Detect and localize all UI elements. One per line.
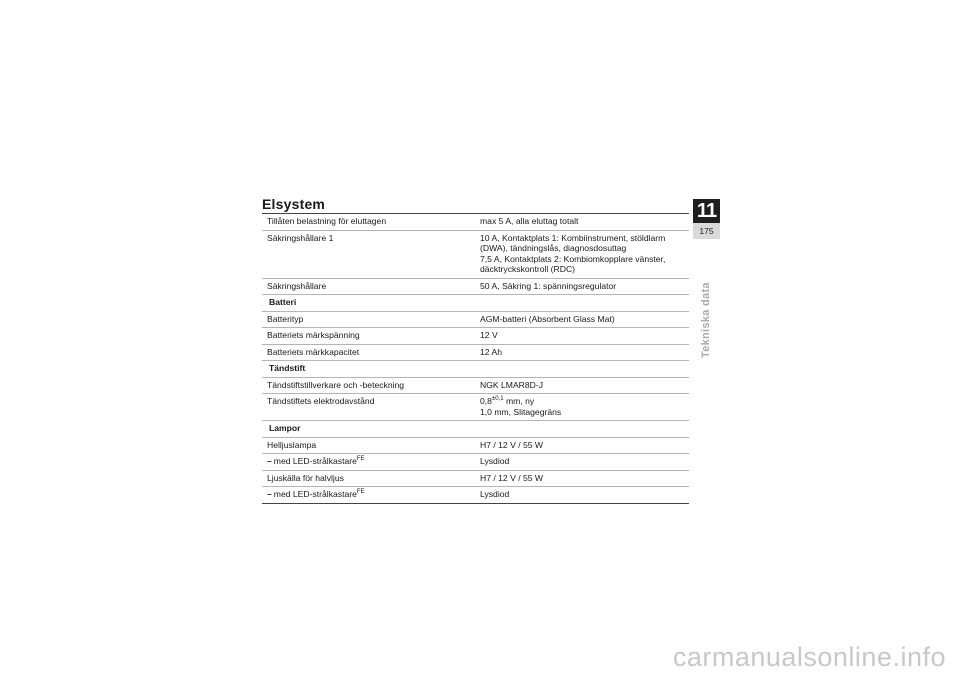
group-heading-spark-plugs xyxy=(262,361,689,378)
group-heading-label: Batteri xyxy=(269,297,297,307)
gap-unit: mm, ny xyxy=(503,396,535,406)
option-label: med LED-strålkastare xyxy=(273,489,357,499)
spec-value-line: 10 A, Kontaktplats 1: Kombiinstrument, stöldlarm xyxy=(480,232,666,243)
group-heading-label: Lampor xyxy=(269,423,301,433)
spec-label: Helljuslampa xyxy=(267,439,317,450)
table-row xyxy=(262,471,689,488)
spec-value: H7 / 12 V / 55 W xyxy=(480,472,544,483)
spec-label xyxy=(262,489,475,500)
group-heading-label: Tändstift xyxy=(269,363,306,373)
spec-label: Säkringshållare xyxy=(267,280,327,291)
spec-label xyxy=(262,456,475,467)
option-code: FE xyxy=(356,456,365,462)
spec-label: Ljuskälla för halvljus xyxy=(267,472,344,483)
spec-value xyxy=(475,396,689,417)
spec-value: Lysdiod xyxy=(480,456,510,466)
table-row xyxy=(262,378,689,395)
option-label: med LED-strålkastare xyxy=(273,456,357,466)
dash-bullet: – xyxy=(267,489,272,499)
table-row xyxy=(262,438,689,455)
spec-table xyxy=(262,213,689,504)
spec-label: Batterityp xyxy=(267,313,304,324)
dash-bullet: – xyxy=(267,456,272,466)
section-title: Elsystem xyxy=(262,196,326,212)
spec-value-line: (DWA), tändningslås, diagnosdosuttag xyxy=(480,243,627,253)
table-row xyxy=(262,454,689,471)
option-code: FE xyxy=(356,489,365,495)
chapter-name: Tekniska data xyxy=(700,282,712,358)
watermark: carmanualsonline.info xyxy=(672,642,946,672)
table-row xyxy=(262,394,689,421)
spec-value: 12 V xyxy=(480,330,498,340)
spec-value: H7 / 12 V / 55 W xyxy=(480,439,544,450)
table-row xyxy=(262,214,689,231)
chapter-tab xyxy=(693,199,720,239)
group-heading-battery xyxy=(262,295,689,312)
spec-value: 12 Ah xyxy=(480,346,502,357)
table-row xyxy=(262,328,689,345)
spec-value-line: däcktryckskontroll (RDC) xyxy=(480,264,576,274)
gap-base: 0,8 xyxy=(480,396,492,406)
spec-label: Batteriets märkkapacitet xyxy=(267,346,360,357)
spec-label: Tändstiftets elektrodavstånd xyxy=(267,396,375,406)
spec-value: 50 A, Säkring 1: spänningsregulator xyxy=(480,280,617,291)
table-row xyxy=(262,345,689,362)
table-row xyxy=(262,231,689,279)
table-row xyxy=(262,312,689,329)
table-row xyxy=(262,279,689,296)
spec-value-line: 7,5 A, Kontaktplats 2: Kombiomkopplare vänster, xyxy=(480,253,666,264)
chapter-number: 11 xyxy=(696,200,717,222)
spec-label: Batteriets märkspänning xyxy=(267,330,360,340)
spec-label: Tillåten belastning för eluttagen xyxy=(267,216,387,226)
spec-label: Tändstiftstillverkare och -beteckning xyxy=(267,379,405,390)
group-heading-lamps xyxy=(262,421,689,438)
gap-tolerance: ±0,1 xyxy=(491,396,504,402)
spec-value-line xyxy=(480,396,689,407)
spec-value: NGK LMAR8D-J xyxy=(480,379,544,390)
spec-value: AGM-batteri (Absorbent Glass Mat) xyxy=(480,313,615,324)
spec-label: Säkringshållare 1 xyxy=(267,232,334,243)
table-row xyxy=(262,487,689,504)
spec-value: max 5 A, alla eluttag totalt xyxy=(480,216,579,226)
spec-value: Lysdiod xyxy=(480,489,510,499)
spec-value-line: 1,0 mm, Slitagegräns xyxy=(480,406,562,417)
page-number: 175 xyxy=(693,223,720,239)
spec-value xyxy=(475,233,689,275)
